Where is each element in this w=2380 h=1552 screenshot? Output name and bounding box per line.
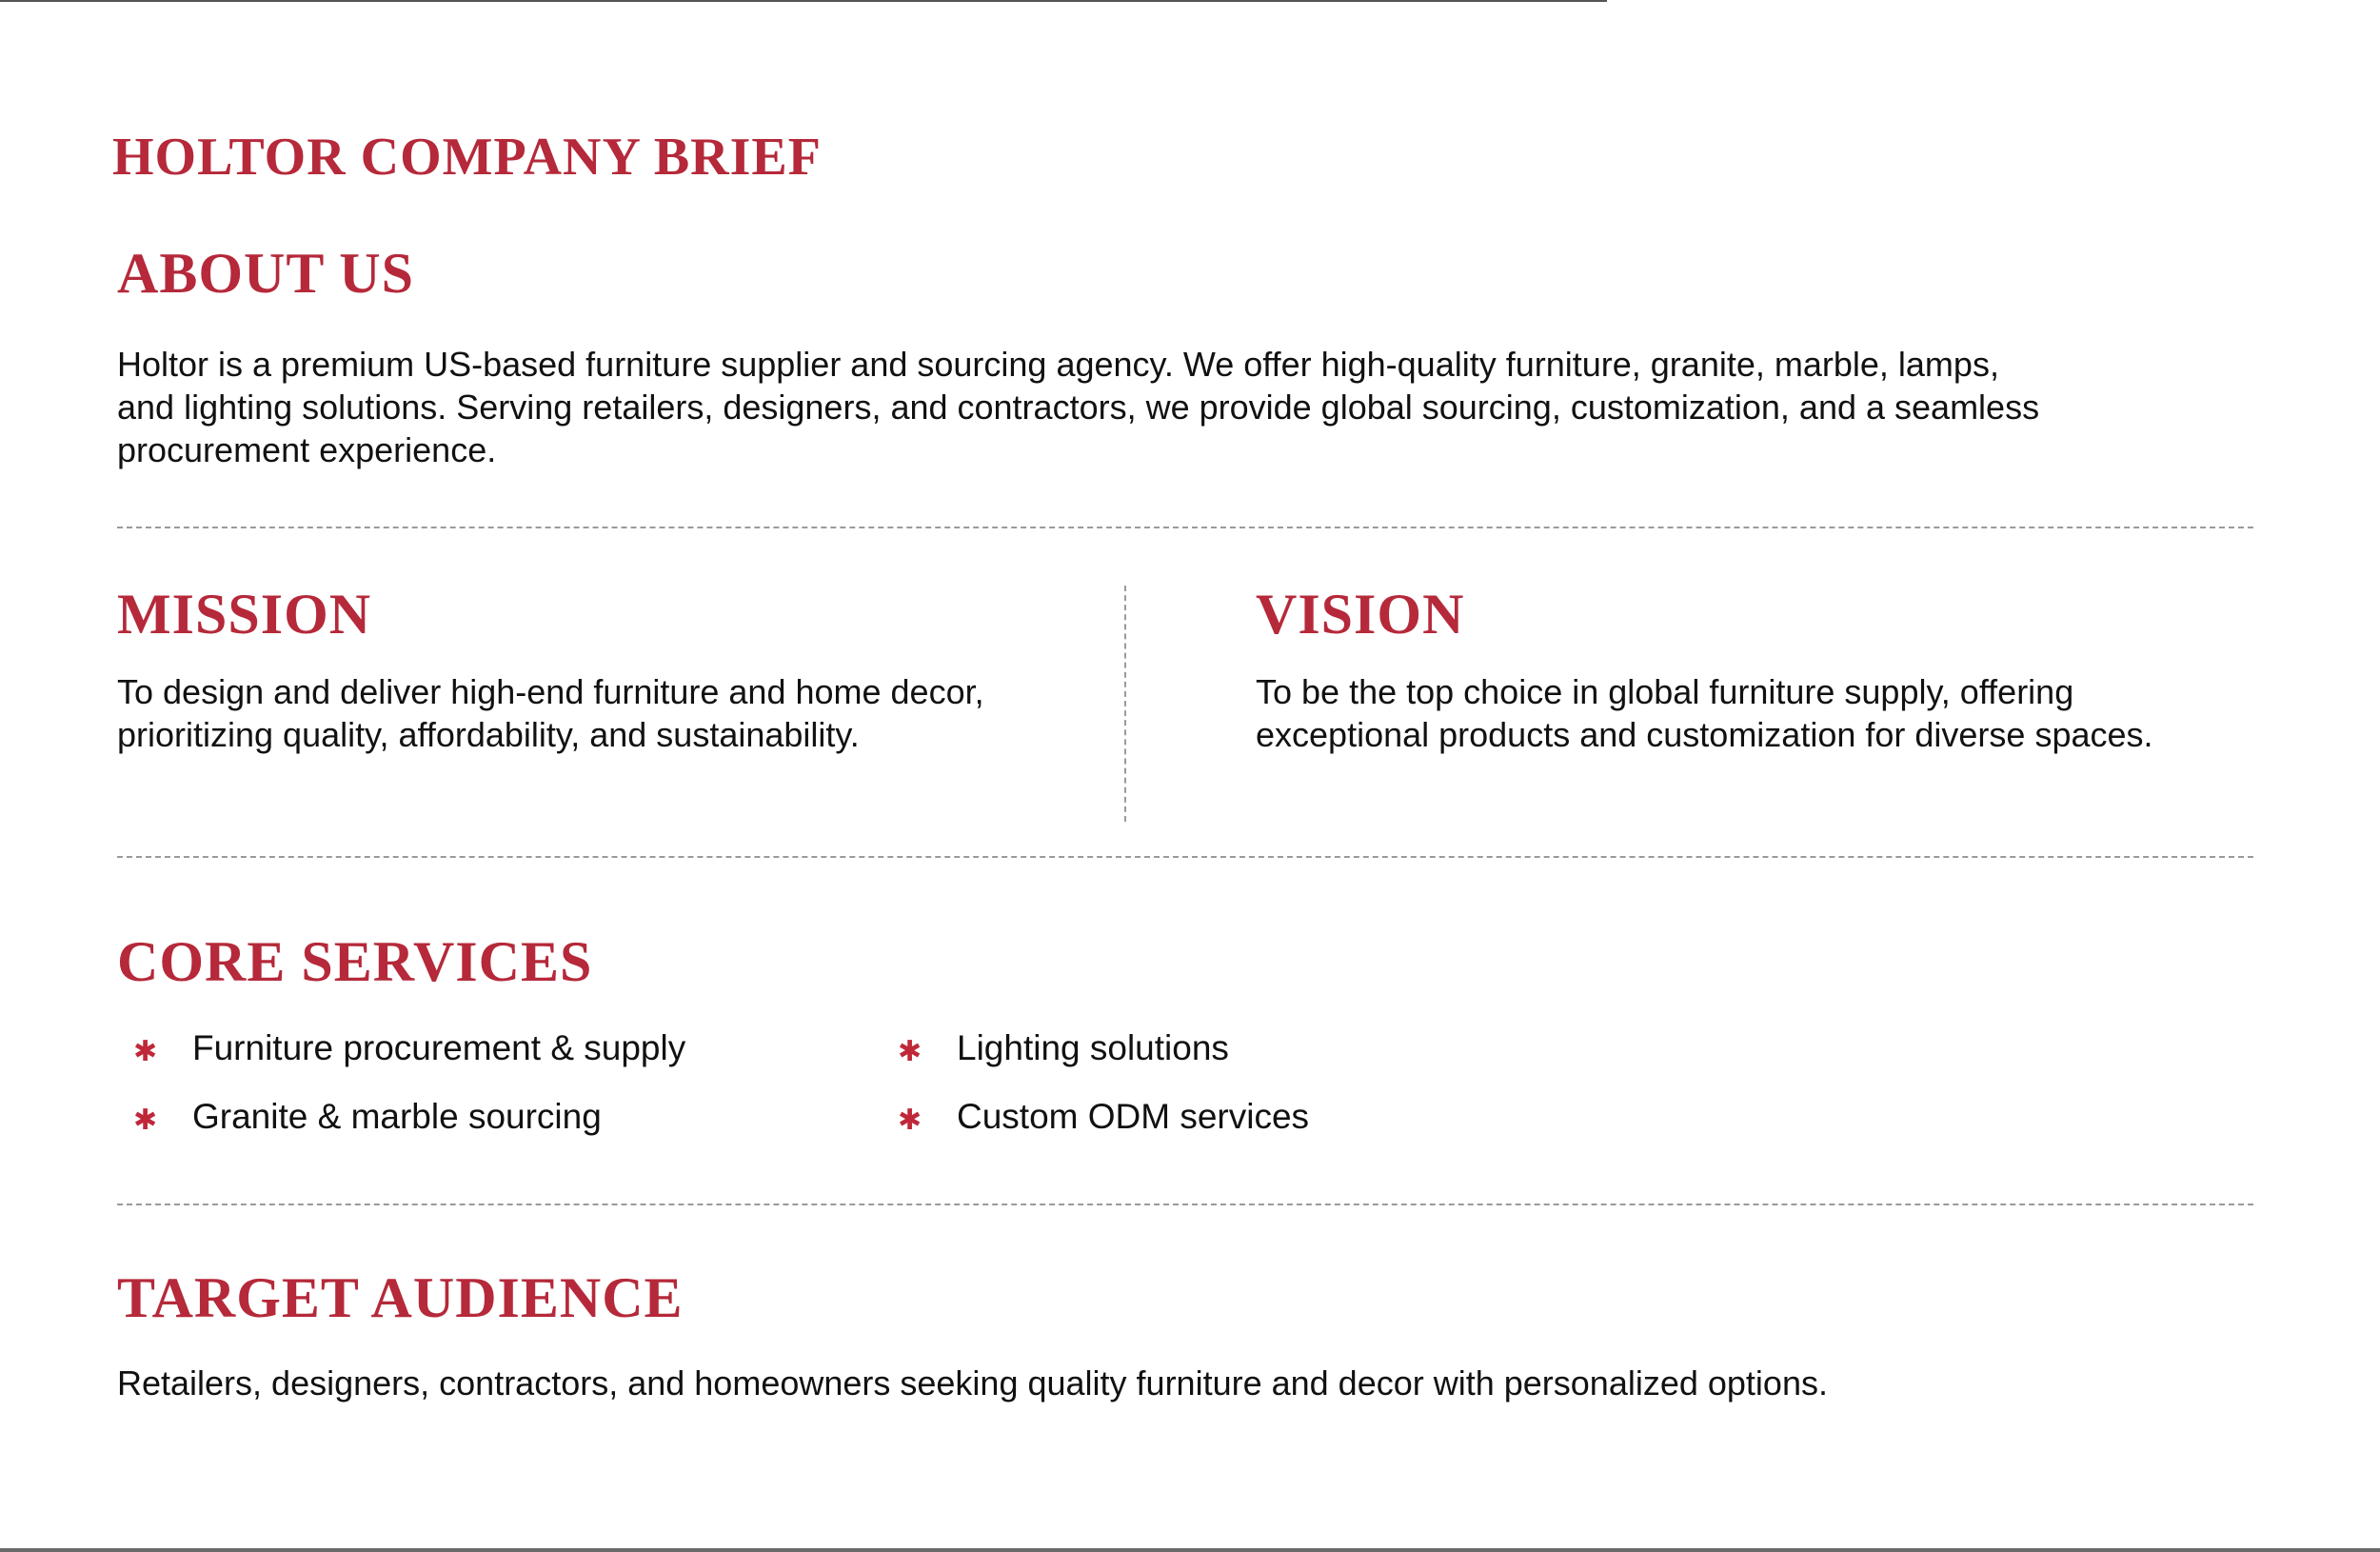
mission-text: To design and deliver high-end furniture and home decor, prioritizing quality, affordability, and sustainability. [117, 672, 984, 754]
about-text: Holtor is a premium US-based furniture supplier and sourcing agency. We offer high-quality furniture, granite, marble, lamps, and lighting solutions. Serving retailers, designers, and contractors, we provide global sourcing, customization, and a seamless procurement experience. [117, 345, 2040, 469]
bottom-edge-line [0, 1548, 2380, 1552]
target-audience-heading: TARGET AUDIENCE [117, 1266, 684, 1329]
asterisk-icon: ✱ [898, 1104, 922, 1137]
vision-heading: VISION [1256, 583, 1465, 646]
asterisk-icon: ✱ [133, 1035, 158, 1068]
service-label: Lighting solutions [957, 1028, 1229, 1067]
service-label: Furniture procurement & supply [192, 1028, 686, 1067]
core-services-heading: CORE SERVICES [117, 930, 593, 993]
top-edge-line [0, 0, 1607, 2]
service-item [898, 1097, 1309, 1137]
divider [117, 527, 2253, 528]
service-item [133, 1028, 685, 1068]
asterisk-icon: ✱ [133, 1104, 158, 1137]
service-item [898, 1028, 1229, 1068]
about-heading: ABOUT US [117, 242, 414, 305]
column-divider [1124, 586, 1126, 822]
document-title: HOLTOR COMPANY BRIEF [112, 128, 822, 187]
asterisk-icon: ✱ [898, 1035, 922, 1068]
mission-heading: MISSION [117, 583, 372, 646]
target-audience-text: Retailers, designers, contractors, and homeowners seeking quality furniture and decor with personalized options. [117, 1363, 1828, 1403]
divider [117, 856, 2253, 858]
vision-text: To be the top choice in global furniture supply, offering exceptional products and customization for diverse spaces. [1256, 672, 2153, 754]
divider [117, 1204, 2253, 1205]
service-item [133, 1097, 602, 1137]
service-label: Granite & marble sourcing [192, 1097, 602, 1136]
service-label: Custom ODM services [957, 1097, 1310, 1136]
